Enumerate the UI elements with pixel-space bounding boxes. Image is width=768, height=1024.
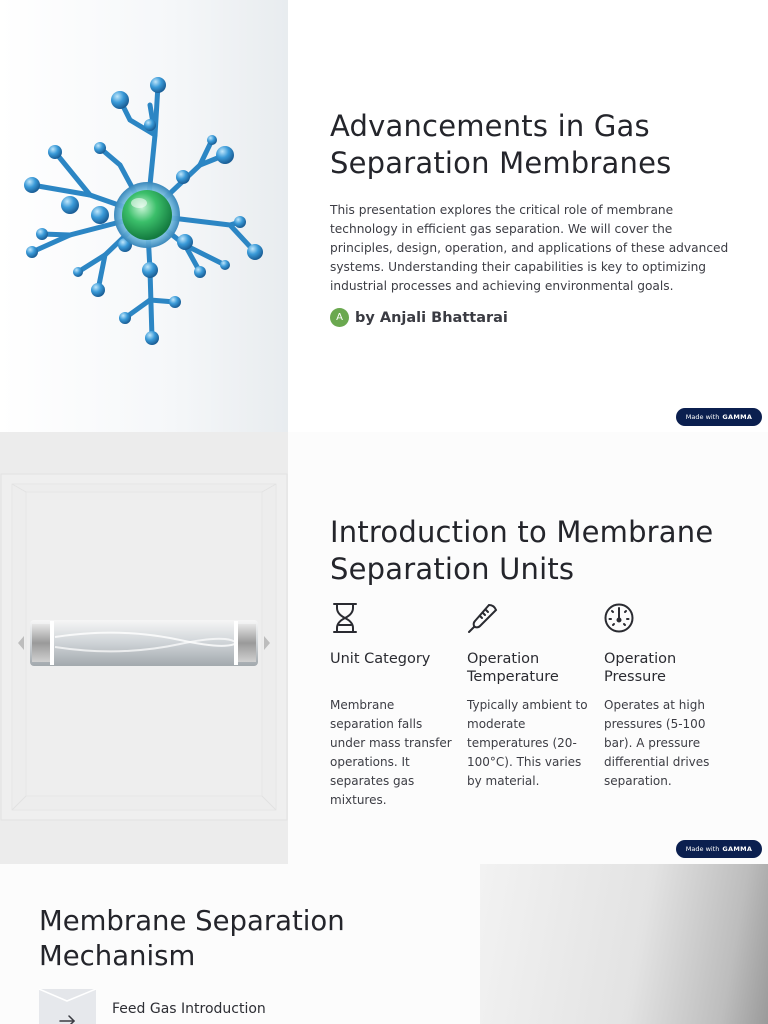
- column-body: Membrane separation falls under mass transfer operations. It separates gas mixtures.: [330, 698, 452, 807]
- column-body: Operates at high pressures (5-100 bar). A pressure differential drives separation.: [604, 698, 710, 788]
- column-body: Typically ambient to moderate temperatures (20-100°C). This varies by material.: [467, 698, 588, 788]
- membrane-cylinder-graphic: [0, 432, 288, 864]
- made-with-gamma-badge[interactable]: [676, 408, 762, 426]
- slide-mechanism: [0, 864, 768, 1024]
- gauge-icon: [604, 602, 636, 634]
- section-title: Introduction to Membrane Separation Units: [330, 515, 714, 586]
- feature-unit-category: [330, 602, 454, 810]
- author-line: [330, 308, 508, 327]
- section-title: Membrane Separation Mechanism: [39, 905, 345, 972]
- avatar: A: [330, 308, 349, 327]
- gamma-logo: GAMMA: [722, 413, 753, 421]
- badge-prefix: Made with: [685, 845, 720, 853]
- made-with-gamma-badge[interactable]: [676, 840, 762, 858]
- column-heading: Operation Temperature: [467, 651, 559, 685]
- molecule-graphic: [0, 0, 288, 432]
- molecule-illustration: [0, 0, 288, 432]
- column-heading: Unit Category: [330, 651, 431, 667]
- page-title: Advancements in Gas Separation Membranes: [330, 109, 672, 180]
- column-heading: Operation Pressure: [604, 651, 677, 685]
- membrane-unit-illustration: [0, 432, 288, 864]
- mechanism-image-panel: [480, 864, 768, 1024]
- author-name: by Anjali Bhattarai: [355, 309, 508, 326]
- step-chevron: [39, 989, 96, 1024]
- badge-prefix: Made with: [685, 413, 720, 421]
- thermometer-icon: [467, 602, 499, 634]
- feature-operation-pressure: [604, 602, 728, 791]
- intro-paragraph: This presentation explores the critical role of membrane technology in efficient gas separation. We will cover the principles, design, operation, and applications of these advanced systems. Understanding their capabilities is key to optimizing industrial processes and achieving environmental goals.: [330, 203, 729, 293]
- arrow-right-icon: [39, 989, 96, 1024]
- hourglass-icon: [330, 602, 362, 634]
- slide-introduction: [0, 432, 768, 864]
- feature-operation-temperature: [467, 602, 591, 791]
- slide-title: [0, 0, 768, 432]
- step-label: Feed Gas Introduction: [112, 1001, 266, 1017]
- gamma-logo: GAMMA: [722, 845, 753, 853]
